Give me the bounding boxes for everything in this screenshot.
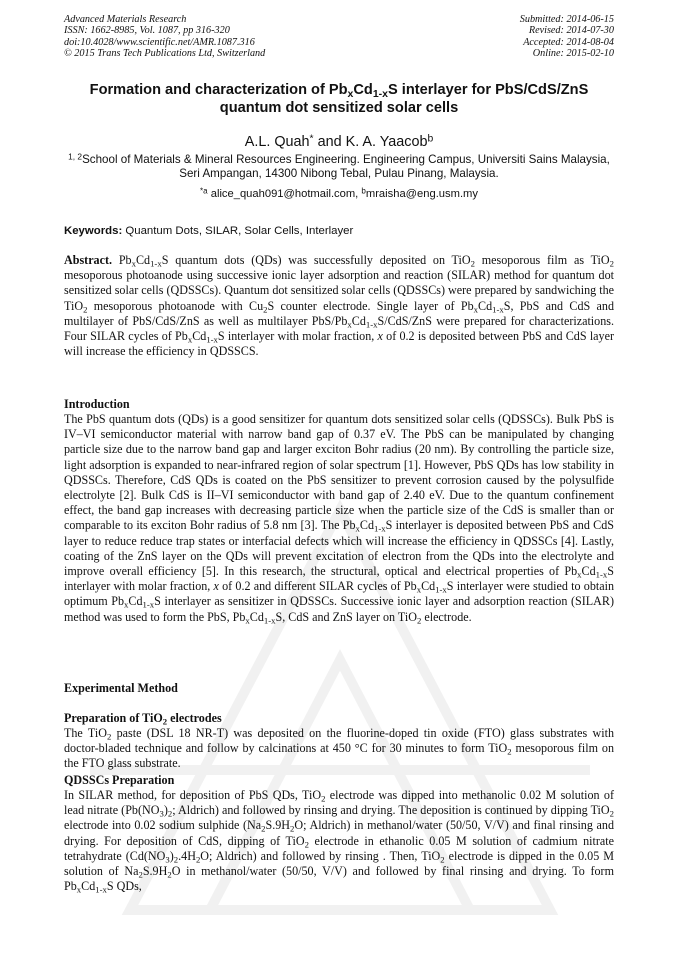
journal-copyright: © 2015 Trans Tech Publications Ltd, Switzerland (64, 47, 266, 59)
abstract-paragraph: Abstract. $Pb_xCd_{1-x}S$ quantum dots (QDs) was successfully deposited on TiO$_2$ mesoporous film as TiO$_2$ mesoporous photoanode using successive ionic layer adsorption and reaction (SILAR) method for quantum dot sensitized solar cells (QDSSCs). Quantum dot sensitized solar cells (QDSSCs) were prepared by sandwiching the TiO$_2$ mesoporous photoanode with $Cu_2S$ counter electrode. Single layer of $Pb_xCd_{1-x}S$, PbS and CdS and multilayer of PbS/CdS/ZnS as well as multilayer PbS/$Pb_xCd_{1-x}S/CdS$/ZnS were prepared for characterizations. Four SILAR cycles of $Pb_xCd_{1-x}S$ interlayer with molar fraction, x of 0.2 is deposited between PbS and CdS layer will increase the efficiency in QDSSCS. (64, 253, 615, 359)
journal-issn: ISSN: 1662-8985, Vol. 1087, pp 316-320 (64, 25, 230, 37)
date-accepted: Accepted: 2014-08-04 (523, 36, 614, 48)
author-emails: $^{*a}$ alice_quah091@hotmail.com, $^b$mraisha@eng.usm.my (200, 186, 478, 200)
dates-header (520, 14, 614, 59)
date-submitted: Submitted: 2014-06-15 (519, 14, 614, 25)
introduction-paragraph: The PbS quantum dots (QDs) is a good sensitizer for quantum dots sensitized solar cells (QDSSCs). Bulk PbS is IV–VI semiconductor material with narrow band gap of 0.37 eV. The PbS can be manipulated by changing particle size due to the narrow band gap and larger exciton Bohr radius (20 nm). By controlling the particle size, light adsorption is expanded to near-infrared region of solar spectrum [1]. However, PbS QDs has low stability in QDSSCs. Therefore, CdS QDs is coated on the PbS sensitizer to prevent corrosion caused by the polysulfide electrolyte [2]. Bulk CdS is II–VI semiconductor with band gap of 2.40 eV. Due to the quantum confinement effect, the band gap increases with decreasing particle size when the particle size of the CdS is smaller than or comparable to its exciton Bohr radius of 5.8 nm [3]. The $Pb_xCd_{1-x}S$ interlayer is deposited between PbS and CdS layer to reduce reduce trap states or interfacial defects which will increase the efficiency in QDSSCs [4]. Lastly, coating of the ZnS layer on the QDs will prevent excitation of electron from the QDs into the electrolyte and improve overall efficiency [5]. In this research, the structural, optical and electrical properties of $Pb_xCd_{1-x}S$ interlayer with molar fraction, x of 0.2 and different SILAR cycles of $Pb_xCd_{1-x}S$ interlayer were studied to obtain optimum $Pb_xCd_{1-x}S$ interlayer as sensitizer in QDSSCs. Successive ionic layer and adsorption reaction (SILAR) method was used to form the PbS, $Pb_xCd_{1-x}S$, CdS and ZnS layer on TiO$_2$ electrode. (64, 412, 614, 626)
journal-doi: doi:10.4028/www.scientific.net/AMR.1087.316 (64, 36, 255, 48)
experimental-heading: Experimental Method (64, 681, 178, 695)
paper-authors: A.L. Quah* and K. A. Yaacob$^b$ (244, 133, 434, 150)
journal-name: Advanced Materials Research (64, 14, 187, 25)
abstract-label: Abstract. (64, 253, 113, 267)
tio2-preparation-paragraph: The TiO$_2$ paste (DSL 18 NR-T) was deposited on the fluorine-doped tin oxide (FTO) glass substrates with doctor-bladed technique and follow by calcinations at 450 °C for 30 minutes to form TiO$_2$ mesoporous film on the FTO glass substrate. (64, 726, 614, 771)
tio2-preparation-heading: Preparation of TiO$_2$ electrodes (64, 711, 222, 727)
introduction-heading: Introduction (64, 397, 130, 411)
date-online: Online: 2015-02-10 (532, 47, 614, 59)
qdsscs-preparation-paragraph: In SILAR method, for deposition of PbS QDs, TiO$_2$ electrode was dipped into methanolic 0.02 M solution of lead nitrate ($Pb(NO_3)_2$; Aldrich) and followed by rinsing and drying. The deposition is continued by dipping TiO$_2$ electrode into 0.02 sodium sulphide ($Na_2S.9H_2O$; Aldrich) in methanol/water (50/50, V/V) and final rinsing and drying. For deposition of CdS, dipping of TiO$_2$ electrode in ethanolic 0.05 M solution of cadmium nitrate tetrahydrate ($Cd(NO_3)_2.4H_2O$; Aldrich) and followed by rinsing . Then, TiO$_2$ electrode is dipped in the 0.05 M solution of $Na_2S.9H_2O$ in methanol/water (50/50, V/V) and followed by final rinsing and drying. To form $Pb_xCd_{1-x}S$ QDs, (64, 788, 614, 895)
keywords: Keywords: Quantum Dots, SILAR, Solar Cells, Interlayer (64, 225, 354, 237)
keywords-label: Keywords: (64, 225, 123, 237)
journal-header (64, 14, 265, 59)
author-affiliation: $^{1, 2}$School of Materials & Mineral Resources Engineering. Engineering Campus, Universiti Sains Malaysia, Seri Ampangan, 14300 Nibong Tebal, Pulau Pinang, Malaysia. (68, 151, 610, 181)
paper-title: Formation and characterization of $Pb_xCd_{1-x}S$ interlayer for PbS/CdS/ZnS quantum dot sensitized solar cells (89, 82, 589, 116)
qdsscs-preparation-heading: QDSSCs Preparation (64, 773, 175, 787)
date-revised: Revised: 2014-07-30 (528, 25, 614, 37)
